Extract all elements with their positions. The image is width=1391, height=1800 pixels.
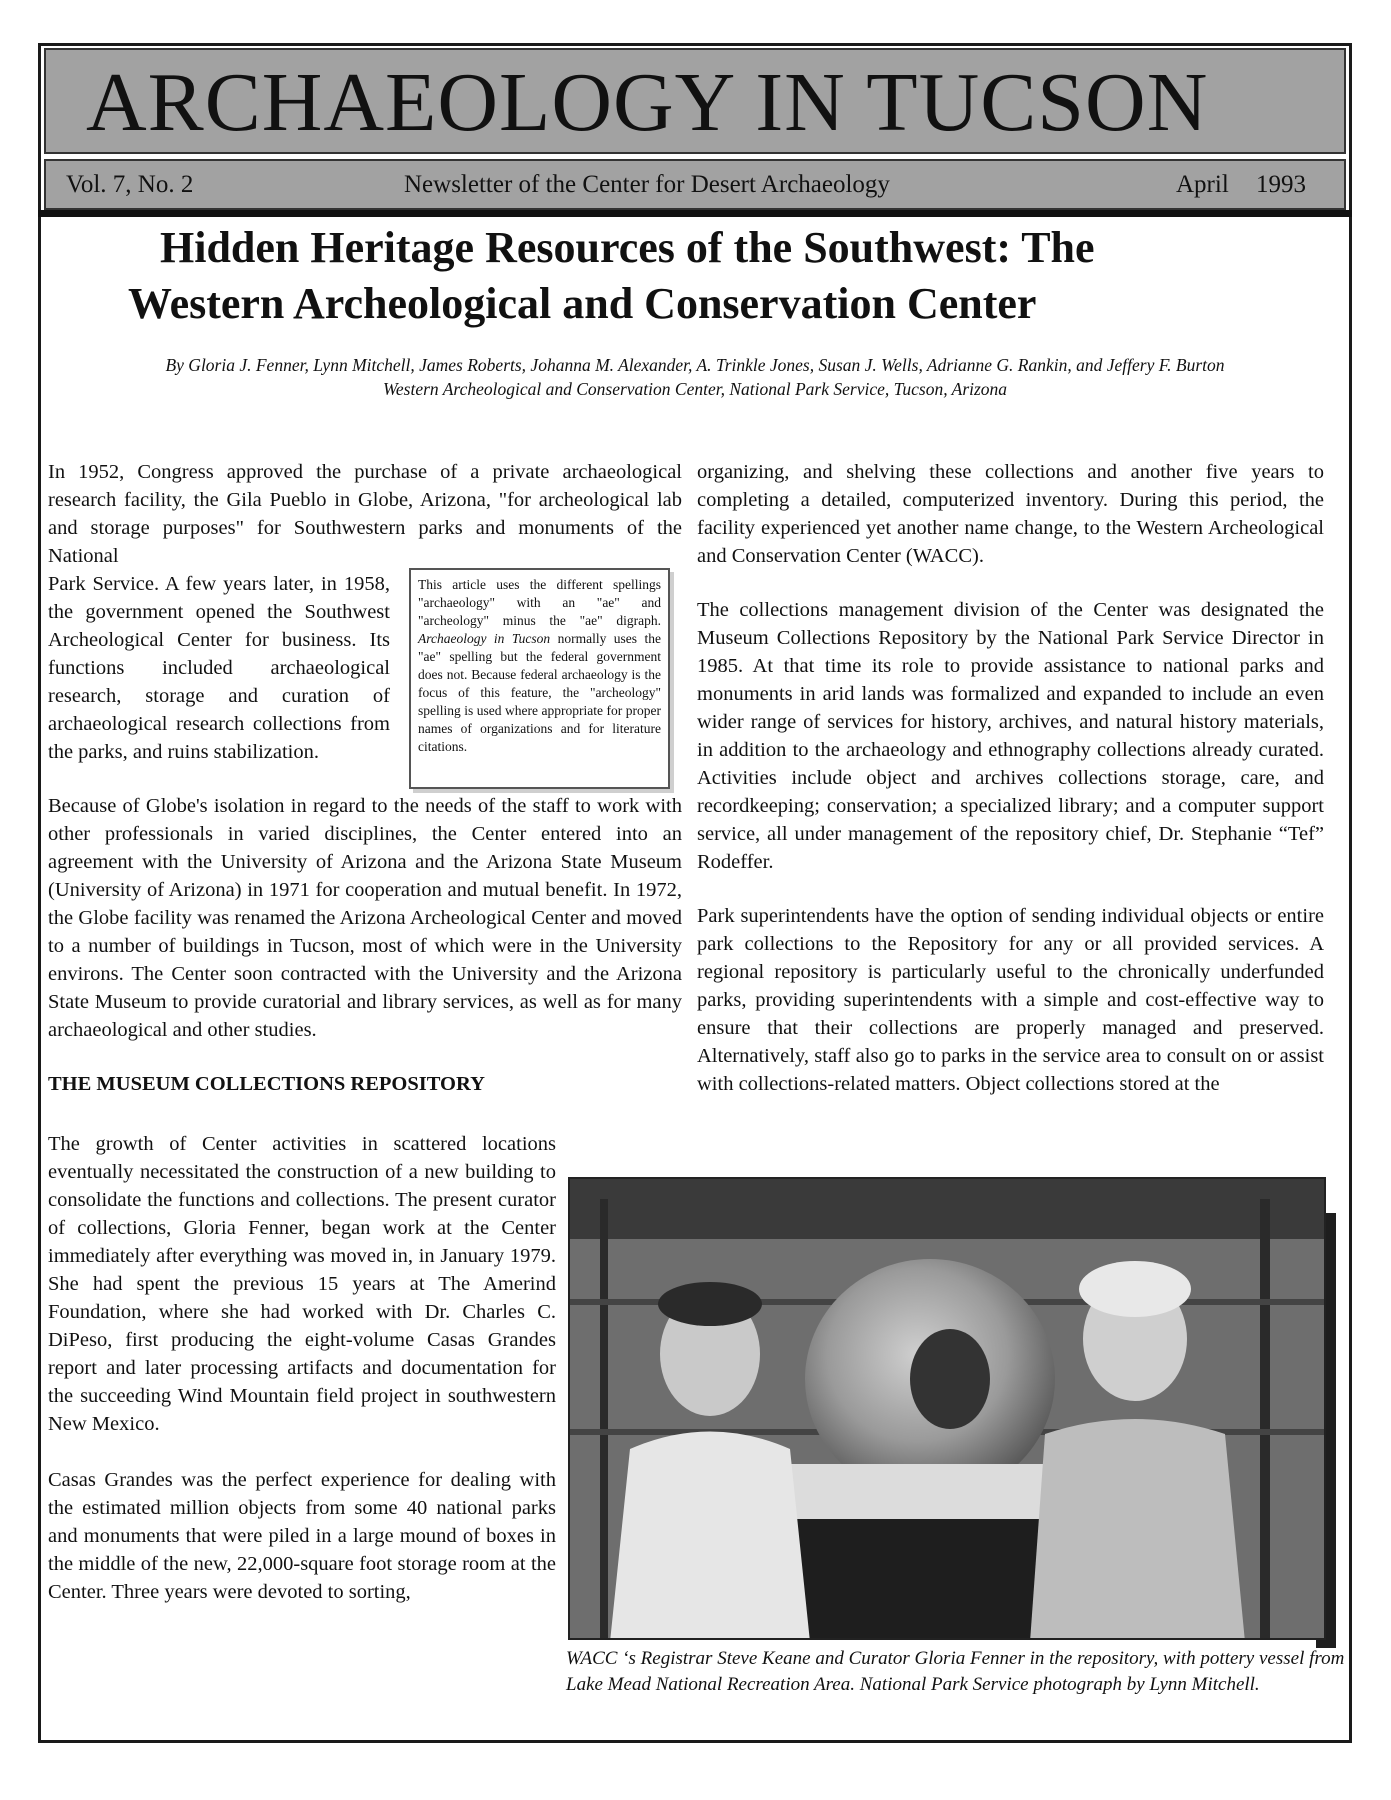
spelling-note-box xyxy=(409,568,670,789)
byline xyxy=(50,353,1340,401)
spelling-note-italic: Archaeology in Tucson xyxy=(418,631,551,646)
right-paragraph-2: The collections management division of the Center was designated the Museum Collections Repository by the National Park Service Director in 1985. At that time its role to provide assistance to national parks and monuments in arid lands was formalized and expanded to include an even wider range of services for history, archives, and natural history materials, in addition to the archaeology and ethnography collections already curated. Activities include object and archives collections storage, care, and recordkeeping; conservation; a specialized library; and a computer support service, all under management of the repository chief, Dr. Stephanie “Tef” Rodeffer. xyxy=(697,599,1324,873)
paragraph-2: Because of Globe's isolation in regard to the needs of the staff to work with other professionals in varied disciplines, the Center entered into an agreement with the University of Arizona and the Arizona State Museum (University of Arizona) in 1971 for cooperation and mutual benefit. In 1972, the Globe facility was renamed the Arizona Archeological Center and moved to a number of buildings in Tucson, most of which were in the University environs. The Center soon contracted with the University and the Arizona State Museum to provide curatorial and library services, as well as for many archaeological and other studies. xyxy=(48,795,682,1041)
issue-year: 1993 xyxy=(1256,171,1306,198)
newsletter-subtitle: Newsletter of the Center for Desert Archaeology xyxy=(404,171,890,198)
right-paragraph-1: organizing, and shelving these collections and another five years to completing a detailed, computerized inventory. During this period, the facility experienced yet another name change, to the Western Archeological and Conservation Center (WACC). xyxy=(697,461,1324,567)
byline-affiliation: Western Archeological and Conservation Center, National Park Service, Tucson, Arizona xyxy=(382,379,1008,399)
issue-month: April xyxy=(1176,171,1229,198)
headline-line-1: Hidden Heritage Resources of the Southwest: The xyxy=(160,223,1095,272)
paragraph-4: Casas Grandes was the perfect experience for dealing with the estimated million objects from some 40 national parks and monuments that were piled in a large mound of boxes in the middle of the new, 22,000-square foot storage room at the Center. Three years were devoted to sorting, xyxy=(48,1469,556,1603)
repository-photo xyxy=(568,1177,1326,1640)
byline-authors: By Gloria J. Fenner, Lynn Mitchell, James Roberts, Johanna M. Alexander, A. Trinkle Jones, Susan J. Wells, Adrianne G. Rankin, and Jeffery F. Burton xyxy=(165,355,1225,375)
paragraph-3: The growth of Center activities in scattered locations eventually necessitated the construction of a new building to consolidate the functions and collections. The present curator of collections, Gloria Fenner, began work at the Center immediately after everything was moved in, in January 1979. She had spent the previous 15 years at The Amerind Foundation, where she had worked with Dr. Charles C. DiPeso, first producing the eight-volume Casas Grandes report and later processing artifacts and documentation for the succeeding Wind Mountain field project in southwestern New Mexico. xyxy=(48,1133,556,1435)
article-headline xyxy=(90,220,1310,332)
right-column xyxy=(697,458,1324,1098)
paragraph-1-rest: Park Service. A few years later, in 1958, the government opened the Southwest Archeological Center for business. Its functions included archaeological research, storage and curation of archaeological research collections from the parks, and ruins stabilization. xyxy=(48,573,390,763)
spelling-note-text-2: normally uses the "ae" spelling but the federal government does not. Because federal archaeology is the focus of this feature, the "archeology" spelling is used where appropriate for proper names of organizations and for literature citations. xyxy=(418,631,661,754)
section-heading: THE MUSEUM COLLECTIONS REPOSITORY xyxy=(48,1073,485,1095)
right-paragraph-3: Park superintendents have the option of sending individual objects or entire park collections to the Repository for any or all provided services. A regional repository is particularly useful to the chronically underfunded parks, providing superintendents with a simple and cost-effective way to ensure that their collections are properly managed and preserved. Alternatively, staff also go to parks in the service area to consult on or assist with collections-related matters. Object collections stored at the xyxy=(697,905,1324,1095)
spelling-note-text-1: This article uses the different spellings "archaeology" with an "ae" and "archeology" minus the "ae" digraph. xyxy=(418,577,661,628)
photo-caption: WACC ‘s Registrar Steve Keane and Curator Gloria Fenner in the repository, with pottery vessel from Lake Mead National Recreation Area. National Park Service photograph by Lynn Mitchell. xyxy=(566,1648,1345,1695)
volume-number: Vol. 7, No. 2 xyxy=(66,171,194,198)
masthead xyxy=(44,48,1346,154)
photo-illustration xyxy=(570,1179,1326,1640)
masthead-rule xyxy=(38,210,1352,217)
paragraph-1-top: In 1952, Congress approved the purchase of a private archaeological research facility, the Gila Pueblo in Globe, Arizona, "for archeological lab and storage purposes" for Southwestern parks and monuments of the National xyxy=(48,461,682,567)
issue-bar xyxy=(44,159,1346,210)
newsletter-title: ARCHAEOLOGY IN TUCSON xyxy=(86,56,1209,149)
headline-line-2: Western Archeological and Conservation Center xyxy=(128,279,1037,328)
